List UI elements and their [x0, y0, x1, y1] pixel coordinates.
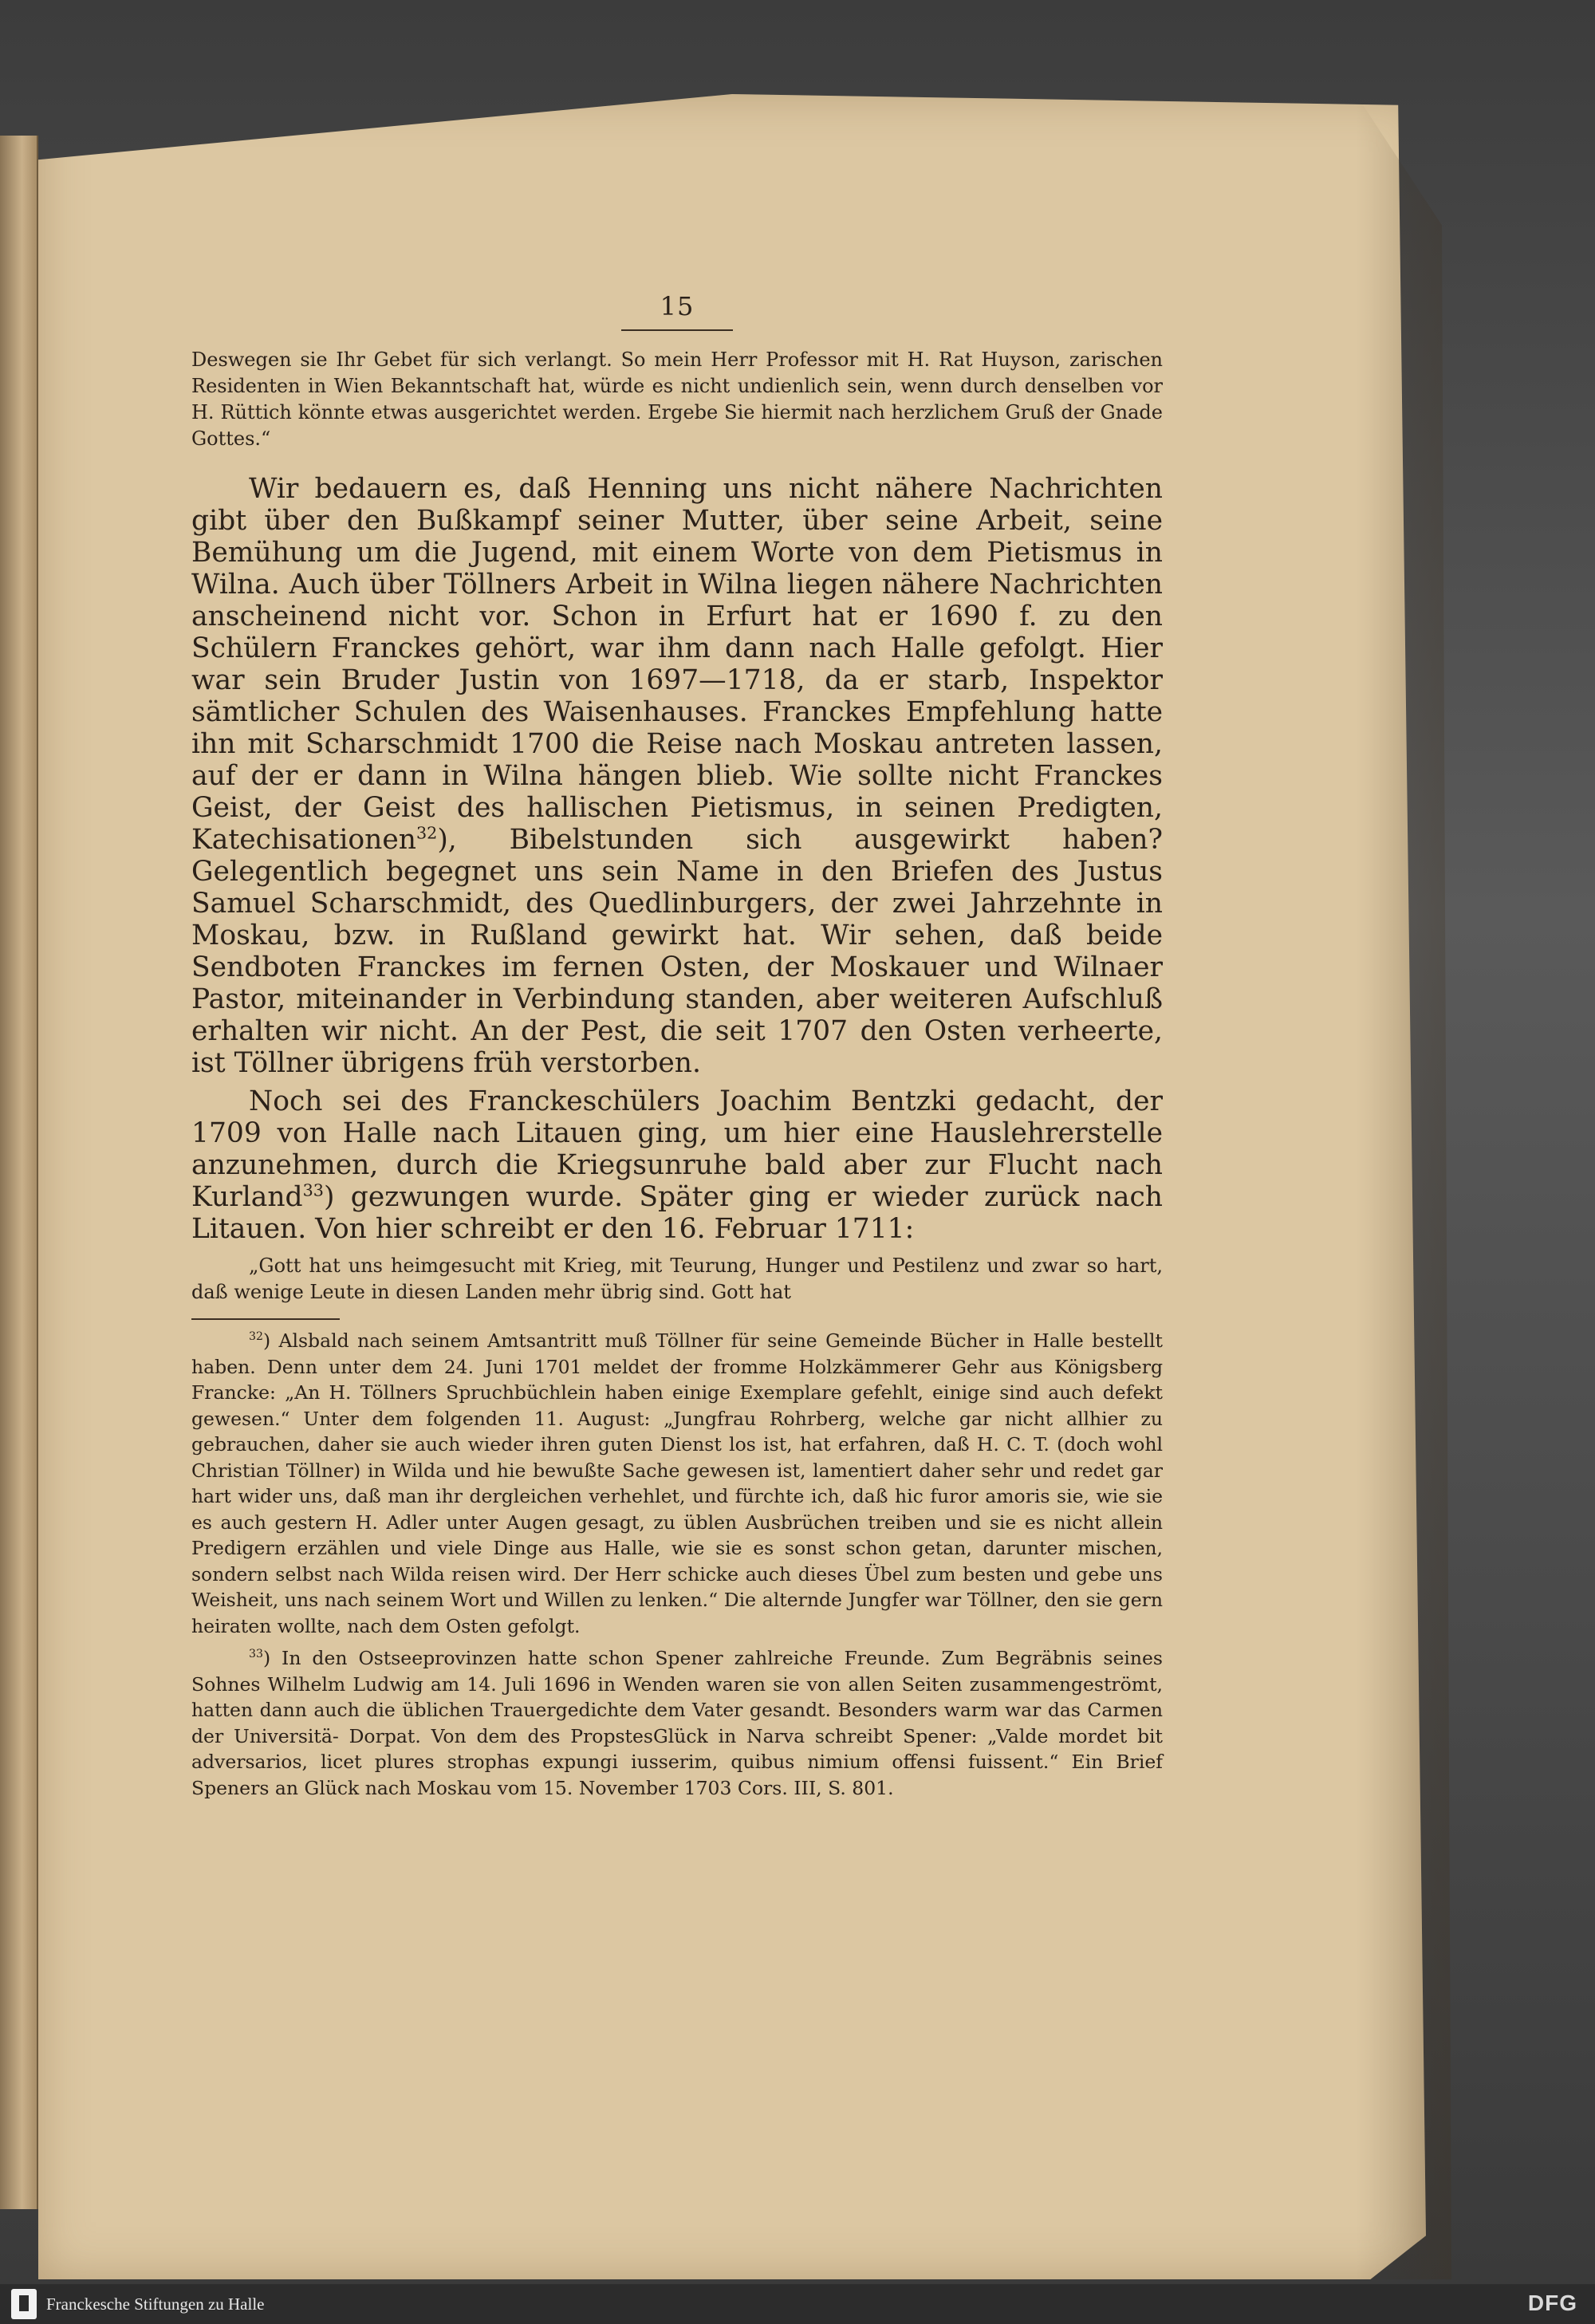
- footnote-32: [191, 1328, 1163, 1639]
- page-number: 15: [660, 291, 695, 321]
- paragraph-1-text: Wir bedauern es, daß Henning uns nicht nähere Nachrichten gibt über den Bußkampf seiner Mutter, über seine Arbeit, seine Bemühung um die Jugend, mit einem Worte von dem Pietismus in Wilna. Auch über Töllners Arbeit in Wilna liegen nähere Nachrichten anscheinend nicht vor. Schon in Erfurt hat er 1690 f. zu den Schülern Franckes gehört, war ihm dann nach Halle gefolgt. Hier war sein Bruder Justin von 1697—1718, da er starb, Inspektor sämtlicher Schulen des Waisenhauses. Franckes Empfehlung hatte ihn mit Scharschmidt 1700 die Reise nach Moskau antreten lassen, auf der er dann in Wilna hängen blieb. Wie sollte nicht Franckes Geist, der Geist des hallischen Pietismus, in seinen Predigten, Katechisationen: [191, 473, 1163, 856]
- paragraph-2-text: Noch sei des Franckeschülers Joachim Bentzki gedacht, der 1709 von Halle nach Litauen ging, um hier eine Hauslehrerstelle anzunehmen, durch die Kriegsunruhe bald aber zur Flucht nach Kurland: [191, 1085, 1163, 1213]
- footnote-32-number: 32: [249, 1330, 263, 1344]
- footnote-ref-32: 32: [416, 823, 438, 843]
- dfg-logo: DFG: [1527, 2291, 1577, 2315]
- footnote-ref-33: 33: [302, 1180, 324, 1200]
- page-edge-shadow: [1356, 94, 1451, 2279]
- footnote-32-text: ) Alsbald nach seinem Amtsantritt muß Töllner für seine Gemeinde Bücher in Halle bestellt haben. Denn unter dem 24. Juni 1701 meldet der fromme Holzkämmerer Gehr aus Königsberg Francke: „An H. Töllners Spruchbüchlein haben einige Exemplare gefehlt, einige sind auch defekt gewesen.“ Unter dem folgenden 11. August: „Jungfrau Rohrberg, welche gar nicht allhier zu gebrauchen, daher sie auch wieder ihren guten Dienst los ist, hat erfahren, daß H. C. T. (doch wohl Christian Töllner) in Wilda und hie bewußte Sache gewesen ist, lamentiert daher sehr und redet gar hart wider uns, daß man ihr dergleichen verhehlet, und fürchte ich, daß hic furor amoris sie, wie sie es auch gestern H. Adler unter Augen gesagt, zu üblen Ausbrüchen treiben und sie es nicht allein Predigern erzählen und viele Dinge aus Halle, wie sie es sonst schon getan, darunter mischen, sondern selbst nach Wilda reisen wird. Der Herr schicke auch dieses Übel zum besten und gebe uns Weisheit, uns nach seinem Wort und Willen zu lenken.“ Die alternde Jungfer war Töllner, den sie gern heiraten wollte, nach dem Osten gefolgt.: [191, 1329, 1163, 1637]
- left-page-edge: [0, 136, 38, 2209]
- paragraph-1-rest: ), Bibelstunden sich ausgewirkt haben? Gelegentlich begegnet uns sein Name in den Briefen des Justus Samuel Scharschmidt, des Quedlinburgers, der zwei Jahrzehnte in Moskau, bzw. in Rußland gewirkt hat. Wir sehen, daß beide Sendboten Franckes im fernen Osten, der Moskauer und Wilnaer Pastor, miteinander in Verbindung standen, aber weiteren Aufschluß erhalten wir nicht. An der Pest, die seit 1707 den Osten verheerte, ist Töllner übrigens früh verstorben.: [191, 824, 1163, 1079]
- institution-name: Franckesche Stiftungen zu Halle: [46, 2294, 265, 2314]
- text-column: [191, 291, 1163, 1801]
- letter-quote: „Gott hat uns heimgesucht mit Krieg, mit Teurung, Hunger und Pestilenz und zwar so hart, daß wenige Leute in diesen Landen mehr übrig sind. Gott hat: [191, 1255, 1163, 1303]
- paragraph-2: [191, 1085, 1163, 1245]
- paragraph-2-rest: ) gezwungen wurde. Später ging er wieder zurück nach Litauen. Von hier schreibt er den 16. Februar 1711:: [191, 1181, 1163, 1245]
- header-rule: [621, 329, 733, 331]
- footnote-33-text: ) In den Ostseeprovinzen hatte schon Spener zahlreiche Freunde. Zum Begräbnis seines Sohnes Wilhelm Ludwig am 14. Juli 1696 in Wenden waren sie von allen Seiten zusammengeströmt, hatten dann auch die üblichen Trauergedichte dem Vater gesandt. Besonders warm war das Carmen der Universitä- Dorpat. Von dem des PropstesGlück in Narva schreibt Spener: „Valde mordet bit adversarios, licet plures strophas expungi iusserim, quibus nimium offensi fuissent.“ Ein Brief Speners an Glück nach Moskau vom 15. November 1703 Cors. III, S. 801.: [191, 1647, 1163, 1799]
- paragraph-1: [191, 473, 1163, 1079]
- footnote-rule: [191, 1318, 340, 1320]
- letter-continuation: Deswegen sie Ihr Gebet für sich verlangt. So mein Herr Professor mit H. Rat Huyson, zarischen Residenten in Wien Bekanntschaft hat, würde es nicht undienlich sein, wenn durch denselben vor H. Rüttich könnte etwas ausgerichtet werden. Ergebe Sie hiermit nach herzlichem Gruß der Gnade Gottes.“: [191, 349, 1163, 450]
- footnote-33: [191, 1645, 1163, 1801]
- institution-logo-icon: [11, 2289, 37, 2319]
- footnote-33-number: 33: [249, 1648, 263, 1661]
